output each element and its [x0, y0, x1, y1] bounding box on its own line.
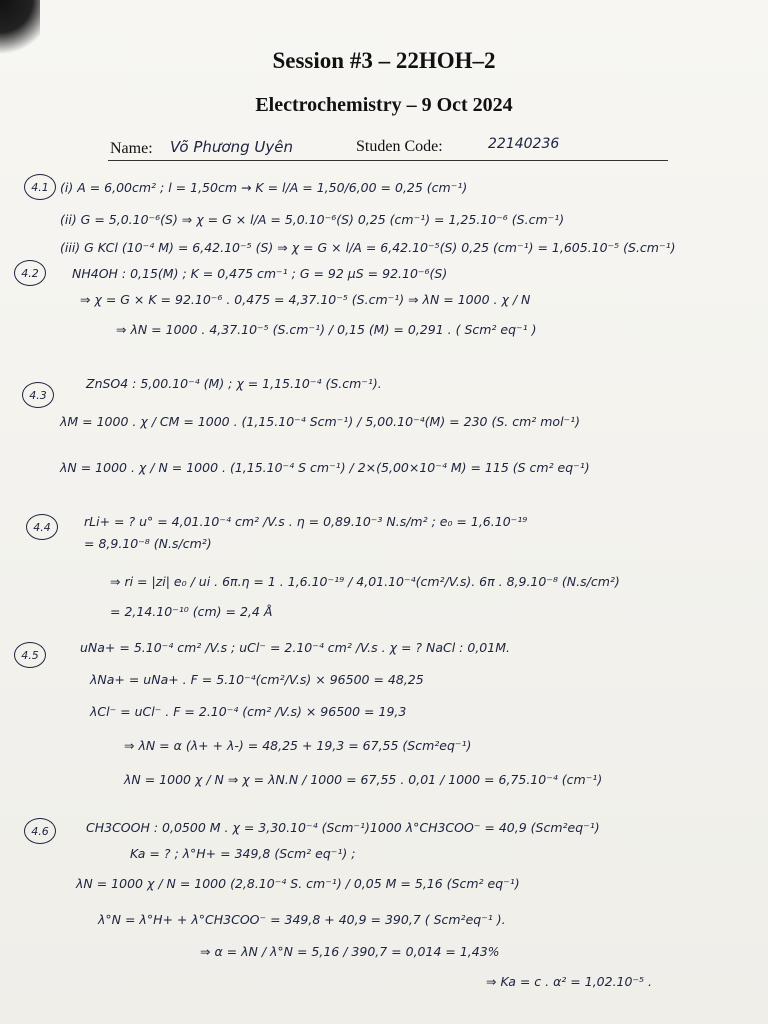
page-title: Session #3 – 22HOH–2 [272, 48, 496, 73]
answer-line: λNa+ = uNa+ . F = 5.10⁻⁴(cm²/V.s) × 96500 = 48,25 [90, 672, 424, 687]
answer-line: uNa+ = 5.10⁻⁴ cm² /V.s ; uCl⁻ = 2.10⁻⁴ cm² /V.s . χ = ? NaCl : 0,01M. [80, 640, 510, 655]
answer-line: CH3COOH : 0,0500 M . χ = 3,30.10⁻⁴ (Scm⁻¹)1000 λ°CH3COO⁻ = 40,9 (Scm²eq⁻¹) [86, 820, 600, 835]
answer-line: (i) A = 6,00cm² ; l = 1,50cm → K = l/A = 1,50/6,00 = 0,25 (cm⁻¹) [60, 180, 468, 195]
name-value: Võ Phương Uyên [170, 138, 293, 156]
name-underline [108, 160, 668, 161]
question-number-4-4: 4.4 [26, 514, 58, 540]
answer-line: λN = 1000 χ / N ⇒ χ = λN.N / 1000 = 67,55 . 0,01 / 1000 = 6,75.10⁻⁴ (cm⁻¹) [124, 772, 603, 787]
answer-line: Ka = ? ; λ°H+ = 349,8 (Scm² eq⁻¹) ; [130, 846, 356, 861]
answer-line: ⇒ λN = α (λ+ + λ-) = 48,25 + 19,3 = 67,55 (Scm²eq⁻¹) [124, 738, 472, 753]
answer-line: (iii) G KCl (10⁻⁴ M) = 6,42.10⁻⁵ (S) ⇒ χ = G × l/A = 6,42.10⁻⁵(S) 0,25 (cm⁻¹) = 1,605.10⁻⁵ (S.cm⁻¹) [60, 240, 676, 255]
answer-line: λN = 1000 . χ / N = 1000 . (1,15.10⁻⁴ S cm⁻¹) / 2×(5,00×10⁻⁴ M) = 115 (S cm² eq⁻¹) [60, 460, 590, 475]
answer-line: NH4OH : 0,15(M) ; K = 0,475 cm⁻¹ ; G = 92 µS = 92.10⁻⁶(S) [72, 266, 448, 281]
question-number-4-6: 4.6 [24, 818, 56, 844]
answer-line: λ°N = λ°H+ + λ°CH3COO⁻ = 349,8 + 40,9 = 390,7 ( Scm²eq⁻¹ ). [98, 912, 506, 927]
answer-line: ⇒ ri = |zi| e₀ / ui . 6π.η = 1 . 1,6.10⁻¹⁹ / 4,01.10⁻⁴(cm²/V.s). 6π . 8,9.10⁻⁸ (N.s/cm²) [110, 574, 620, 589]
question-number-4-1: 4.1 [24, 174, 56, 200]
answer-line: = 2,14.10⁻¹⁰ (cm) = 2,4 Å [110, 604, 273, 619]
answer-line: = 8,9.10⁻⁸ (N.s/cm²) [84, 536, 212, 551]
student-code-label: Studen Code: [356, 138, 443, 155]
answer-line: (ii) G = 5,0.10⁻⁶(S) ⇒ χ = G × l/A = 5,0.10⁻⁶(S) 0,25 (cm⁻¹) = 1,25.10⁻⁶ (S.cm⁻¹) [60, 212, 565, 227]
answer-line: ZnSO4 : 5,00.10⁻⁴ (M) ; χ = 1,15.10⁻⁴ (S.cm⁻¹). [86, 376, 382, 391]
answer-line: ⇒ Ka = c . α² = 1,02.10⁻⁵ . [486, 974, 653, 989]
answer-line: rLi+ = ? u° = 4,01.10⁻⁴ cm² /V.s . η = 0,89.10⁻³ N.s/m² ; e₀ = 1,6.10⁻¹⁹ [84, 514, 528, 529]
answer-line: ⇒ α = λN / λ°N = 5,16 / 390,7 = 0,014 = 1,43% [200, 944, 500, 959]
question-number-4-5: 4.5 [14, 642, 46, 668]
answer-line: λCl⁻ = uCl⁻ . F = 2.10⁻⁴ (cm² /V.s) × 96500 = 19,3 [90, 704, 407, 719]
answer-line: λN = 1000 χ / N = 1000 (2,8.10⁻⁴ S. cm⁻¹) / 0,05 M = 5,16 (Scm² eq⁻¹) [76, 876, 520, 891]
answer-line: ⇒ λN = 1000 . 4,37.10⁻⁵ (S.cm⁻¹) / 0,15 (M) = 0,291 . ( Scm² eq⁻¹ ) [116, 322, 537, 337]
question-number-4-2: 4.2 [14, 260, 46, 286]
student-code-value: 22140236 [488, 136, 560, 152]
name-label: Name: [110, 140, 153, 157]
page-subtitle: Electrochemistry – 9 Oct 2024 [255, 94, 513, 116]
answer-line: λM = 1000 . χ / CM = 1000 . (1,15.10⁻⁴ Scm⁻¹) / 5,00.10⁻⁴(M) = 230 (S. cm² mol⁻¹) [60, 414, 581, 429]
answer-line: ⇒ χ = G × K = 92.10⁻⁶ . 0,475 = 4,37.10⁻⁵ (S.cm⁻¹) ⇒ λN = 1000 . χ / N [80, 292, 531, 307]
question-number-4-3: 4.3 [22, 382, 54, 408]
